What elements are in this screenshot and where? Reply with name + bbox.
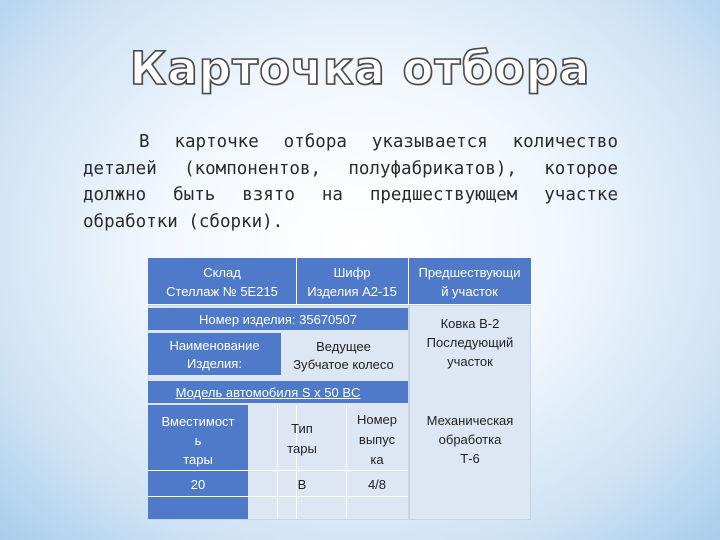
capacity-value: 20 xyxy=(190,477,206,492)
next-section-value: Механическая xyxy=(426,413,514,428)
paragraph-line: должно быть взято на предшествующем участке xyxy=(83,185,618,205)
page-title: Карточка отбора xyxy=(129,42,591,95)
tare-type-value: В xyxy=(297,477,307,492)
name-value: Зубчатое колесо xyxy=(293,357,394,372)
paragraph-line: обработки (сборки). xyxy=(83,211,284,232)
next-section-value: Т-6 xyxy=(460,451,480,466)
name-label: Изделия: xyxy=(187,356,242,371)
prev-section-label: й участок xyxy=(441,284,498,299)
issue-number-label: выпус xyxy=(358,432,396,447)
issue-number-value: 4/8 xyxy=(367,477,387,492)
warehouse-value: Стеллаж № 5Е215 xyxy=(166,284,278,299)
divider xyxy=(148,470,248,471)
next-section-label: участок xyxy=(447,354,493,369)
capacity-label: ь xyxy=(194,433,202,448)
code-label: Шифр xyxy=(333,265,371,280)
tare-type-label: Тип xyxy=(291,421,313,436)
capacity-label: Вместимост xyxy=(161,414,235,429)
car-model: Модель автомобиля S x 50 BC xyxy=(175,385,361,400)
name-value: Ведущее xyxy=(316,339,371,354)
issue-number-label: ка xyxy=(370,452,384,467)
prev-section-label: Предшествующи xyxy=(418,265,521,280)
issue-number-label: Номер xyxy=(356,412,397,427)
prev-section-value: Ковка В-2 xyxy=(440,316,500,331)
divider xyxy=(148,496,248,497)
divider xyxy=(248,496,408,497)
name-label: Наименование xyxy=(169,338,260,353)
divider xyxy=(248,470,408,471)
code-value: Изделия А2-15 xyxy=(307,284,397,299)
capacity-label: тары xyxy=(183,452,213,467)
next-section-label: Последующий xyxy=(426,335,514,350)
tare-type-label: тары xyxy=(287,441,317,456)
warehouse-label: Склад xyxy=(203,265,241,280)
paragraph-line: деталей (компонентов, полуфабрикатов), которое xyxy=(83,158,618,179)
paragraph-line: В карточке отбора указывается количество xyxy=(139,132,618,152)
next-section-value: обработка xyxy=(438,432,502,447)
item-number: Номер изделия: 35670507 xyxy=(199,312,357,327)
